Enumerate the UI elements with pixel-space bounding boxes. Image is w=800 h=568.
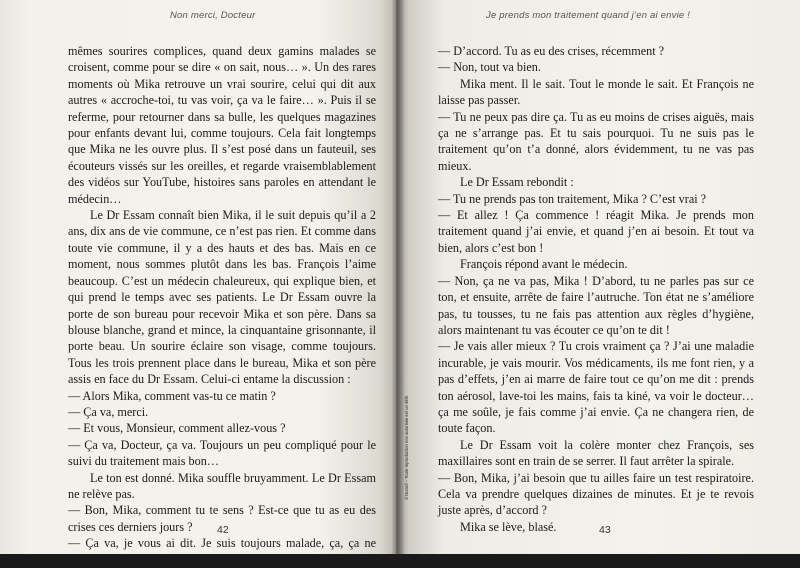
dialogue-line: — Alors Mika, comment vas-tu ce matin ? — [68, 388, 276, 403]
book-gutter — [392, 0, 404, 554]
dialogue-line: — Bon, Mika, j’ai besoin que tu ailles faire un test respiratoire. Cela va prendre quelques dizaines de minutes. Et je te revois juste après, d’accord ? — [438, 470, 754, 518]
paragraph: Mika se lève, blasé. — [460, 519, 557, 534]
dialogue-line: — Ça va, Docteur, ça va. Toujours un peu compliqué pour le suivi du traitement mais bon… — [68, 437, 376, 469]
page-number-right: 43 — [599, 524, 611, 536]
dialogue-line: — Ça va, je vous ai dit. Je suis toujours malade, ça, ça ne change pas. Alors, ça va. — [68, 536, 376, 567]
dialogue-line: — Et allez ! Ça commence ! réagit Mika. Je prends mon traitement quand j’ai envie, et quand j’en ai besoin. Et tout va bien, alors c’est bon ! — [438, 208, 754, 255]
right-page-body — [438, 43, 754, 535]
dialogue-line: — Ça va, merci. — [68, 404, 149, 419]
copyright-notice — [404, 330, 414, 500]
paragraph: mêmes sourires complices, quand deux gamins malades se croisent, comme pour se dire « on sait, nous… ». Un des rares moments où Mika retrouve un vrai sourire, celui qui dit aux autres « accroche-toi, tu vas voir, ça va le faire… ». Puis il se referme, pour retourner dans sa bulle, les quelques magazines pour enfants devant lui, comme toujours. Cela fait longtemps que Mika ne les ouvre plus. Il s’est posé dans un fauteuil, ses écouteurs vissés sur les oreilles, et regarde vraisemblablement des vidéos sur YouTube, histoires sans paroles en attendant le médecin… — [68, 44, 376, 206]
paragraph: Le Dr Essam voit la colère monter chez François, ses maxillaires sont en train de se serrer. Il faut arrêter la spirale. — [438, 437, 754, 469]
running-head-right: Je prends mon traitement quand j’en ai envie ! — [486, 10, 691, 21]
paragraph: Mika ment. Il le sait. Tout le monde le sait. Et François ne laisse pas passer. — [438, 76, 754, 108]
paragraph: François répond avant le médecin. — [460, 257, 628, 272]
dialogue-line: — Tu ne prends pas ton traitement, Mika ? C’est vrai ? — [438, 191, 707, 206]
dialogue-line: — Bon, Mika, comment tu te sens ? Est-ce que tu as eu des crises ces derniers jours ? — [68, 503, 376, 534]
copyright-text: © Dunod – Toute reproduction non autorisée est un délit. — [404, 395, 409, 500]
running-head-left: Non merci, Docteur — [170, 10, 256, 21]
paragraph: Le Dr Essam connaît bien Mika, il le suit depuis qu’il a 2 ans, dix ans de vie commune, ce n’est pas rien. Et comme dans toute vie commune, il y a des hauts et des bas. Mais en ce moment, nous sommes plutôt dans les bas. François l’aime beaucoup. C’est un médecin chaleureux, qui explique bien, et qui prend le temps avec ses patients. Le Dr Essam ouvre la porte de son bureau pour recevoir Mika et son père. Dans sa blouse blanche, grand et mince, la cinquantaine grisonnante, il porte beau. Un sourire éclaire son visage, comme toujours. Tous les trois prennent place dans le bureau, Mika et son père assis en face du Dr Essam. Celui-ci entame la discussion : — [68, 208, 376, 387]
dialogue-line: — Je vais aller mieux ? Tu crois vraiment ça ? J’ai une maladie incurable, je vais mourir. Vos médicaments, ils me font rien, y a pas d’effets, j’en ai marre de faire tout ce qu’on me dit : prends ton aérosol, lave-toi les mains, fais ta kiné, va voir le docteur… ça me soûle, je fais comme j’ai envie. Ça ne changera rien, de toute façon. — [438, 339, 754, 436]
left-page-body — [68, 43, 376, 568]
left-page — [0, 0, 396, 567]
right-page — [396, 0, 800, 554]
dialogue-line: — Non, ça ne va pas, Mika ! D’abord, tu ne parles pas sur ce ton, et ensuite, arrête de faire l’autruche. Ton état ne s’améliore pas, tu tousses, tu ne fais pas attention aux règles d’hygiène, alors maintenant tu vas écouter ce qu’on te dit ! — [438, 273, 754, 337]
dialogue-line: — Tu ne peux pas dire ça. Tu as eu moins de crises aiguës, mais ça ne s’arrange pas. Et tu sais pourquoi. Tu ne suis pas le traitement qu’on t’a donné, alors évidemment, tu ne vas pas mieux. — [438, 109, 754, 173]
page-number-left: 42 — [217, 524, 229, 536]
dialogue-line: — Non, tout va bien. — [438, 60, 541, 75]
dialogue-line: — Et vous, Monsieur, comment allez-vous ? — [68, 421, 286, 436]
dialogue-line: — D’accord. Tu as eu des crises, récemment ? — [438, 44, 665, 58]
paragraph: Le ton est donné. Mika souffle bruyamment. Le Dr Essam ne relève pas. — [68, 470, 376, 501]
paragraph: Le Dr Essam rebondit : — [460, 175, 574, 190]
